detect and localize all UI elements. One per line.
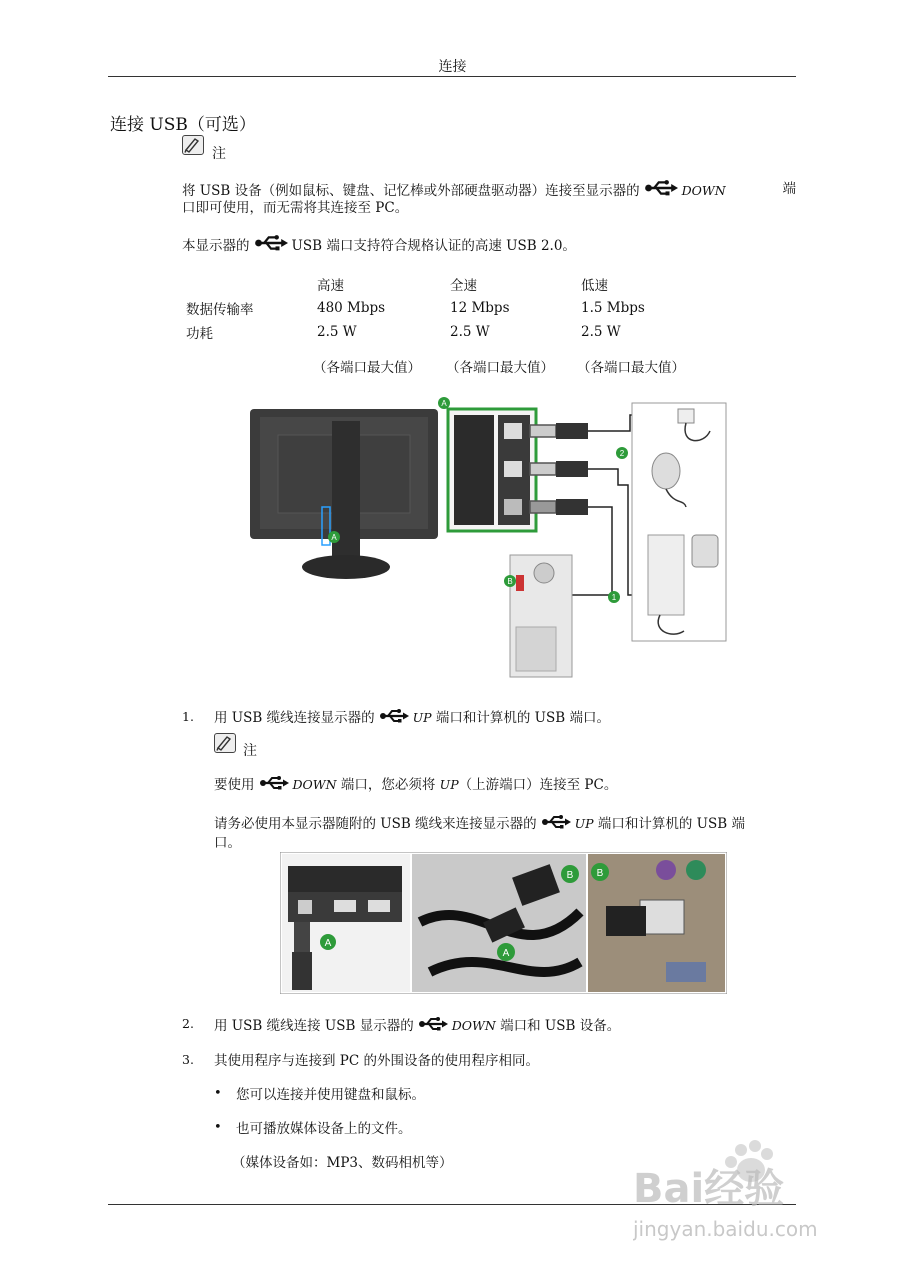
table-cell: 功耗 [186,326,213,342]
usb-icon [379,709,409,723]
svg-text:A: A [324,938,332,949]
photo-panel-ports [282,854,410,992]
step-text: 用 USB 缆线连接 USB 显示器的 [214,1018,414,1034]
page-header: 连接 [438,59,467,75]
step-2-number: 2. [182,1016,194,1031]
intro-text: 本显示器的 [182,238,250,254]
svg-text:1: 1 [611,593,617,602]
diagram-label-a [328,531,340,543]
note-2-line-3: 口。 [214,835,241,851]
usb-icon [644,180,678,196]
step-text: 用 USB 缆线连接显示器的 [214,710,375,726]
port-up-label: UP [439,777,459,792]
bullet-dot: • [214,1120,222,1135]
header-rule [108,76,796,77]
note-text: 端口，您必须将 [340,777,436,793]
svg-text:B: B [566,870,574,881]
step-3-text: 其使用程序与连接到 PC 的外围设备的使用程序相同。 [214,1053,539,1069]
table-cell [186,344,317,388]
table-cell: 2.5 W [581,324,621,340]
table-cell: 480 Mbps [317,300,386,316]
table-cell: 数据传输率 [186,302,254,318]
intro-text-end: 端 [782,181,796,197]
table-cell: 2.5 W [450,324,490,340]
baidu-watermark [633,1140,863,1250]
table-cell: （各端口最大值） [446,360,554,376]
usb-connection-diagram [248,395,730,683]
note-2-line-2 [214,815,796,833]
diagram-label-1 [608,591,620,603]
note-text: 要使用 [214,777,255,793]
intro-text: USB 端口支持符合规格认证的高速 USB 2.0。 [291,238,576,254]
diagram-label-2 [616,447,628,459]
usb-icon [541,815,571,829]
step-2-text [214,1017,620,1035]
bullet-dot: • [214,1086,222,1101]
note-icon [214,733,236,753]
intro-text: 将 USB 设备（例如鼠标、键盘、记忆棒或外部硬盘驱动器）连接至显示器的 [182,183,640,199]
table-row [186,344,701,388]
table-header-cell: 高速 [317,278,344,294]
intro-line-1 [182,180,796,200]
svg-text:A: A [502,948,510,959]
note-text: 请务必使用本显示器随附的 USB 缆线来连接显示器的 [214,816,537,832]
intro-line-2: 口即可使用，而无需将其连接至 PC。 [182,200,409,216]
table-cell: 1.5 Mbps [581,300,645,316]
svg-text:B: B [596,868,604,879]
diagram-label-a-top [438,397,450,409]
port-up-label: UP [574,816,594,831]
svg-text:A: A [331,533,337,542]
usb-icon [418,1017,448,1031]
table-cell: （各端口最大值） [313,360,421,376]
port-down-label: DOWN [292,777,337,792]
diagram-label-b [504,575,516,587]
usb-port-panel [448,409,536,531]
note-label: 注 [243,743,257,759]
table-header-cell: 全速 [450,278,477,294]
svg-text:Bai经验: Bai经验 [633,1166,785,1212]
port-up-label: UP [412,710,432,725]
note-icon [182,135,204,155]
step-3-number: 3. [182,1052,194,1067]
svg-text:A: A [441,399,447,408]
port-down-label: DOWN [681,183,726,198]
step-1-text [214,709,610,727]
pc-tower-illustration [510,555,572,677]
section-title: 连接 USB（可选） [110,115,256,135]
table-header-row [186,272,701,296]
photo-cables [412,854,586,992]
step-1-number: 1. [182,709,194,724]
step-text: 端口和计算机的 USB 端口。 [435,710,611,726]
media-note: （媒体设备如：MP3、数码相机等） [232,1155,453,1171]
bullet-item: 您可以连接并使用键盘和鼠标。 [236,1087,425,1103]
table-row [186,296,701,320]
usb-icon [259,776,289,790]
note-2-line-1 [214,776,617,794]
table-cell: 2.5 W [317,324,357,340]
table-header-cell [186,272,317,296]
note-label: 注 [212,146,226,162]
note-text: 端口和计算机的 USB 端 [597,816,746,832]
monitor-back-illustration [250,409,438,579]
port-down-label: DOWN [451,1018,496,1033]
usb-cable-photo [280,852,727,994]
svg-text:jingyan.baidu.com: jingyan.baidu.com [633,1217,818,1241]
table-row [186,320,701,344]
table-header-cell: 低速 [581,278,608,294]
svg-text:2: 2 [619,449,625,458]
photo-pc-ports [588,854,725,992]
note-text: （上游端口）连接至 PC。 [458,777,618,793]
usb-icon [254,235,288,251]
table-cell: （各端口最大值） [577,360,685,376]
usb-devices-illustration [632,403,726,641]
bullet-item: 也可播放媒体设备上的文件。 [236,1121,412,1137]
svg-text:B: B [507,577,513,586]
usb-spec-table [186,272,701,388]
table-cell: 12 Mbps [450,300,510,316]
intro-line-3 [182,235,576,255]
step-text: 端口和 USB 设备。 [500,1018,621,1034]
